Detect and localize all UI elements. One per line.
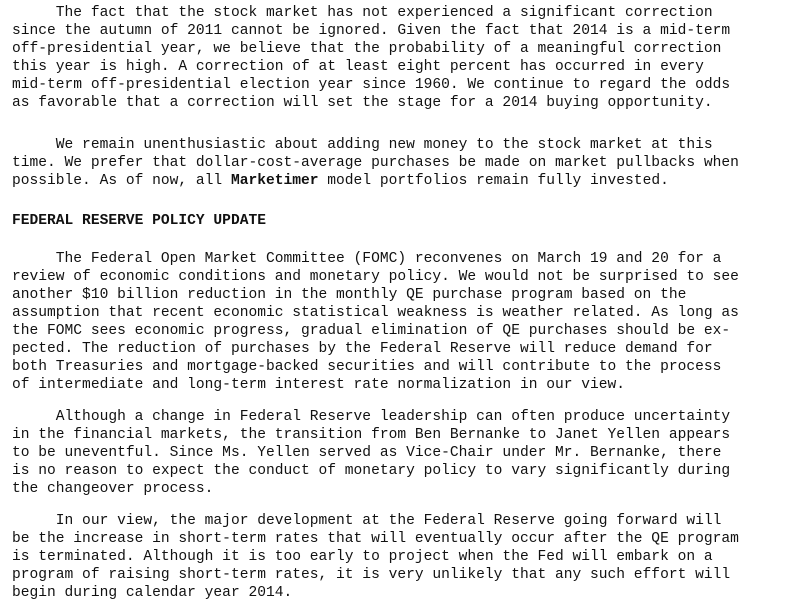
text-line: We remain unenthusiastic about adding new money to the stock market at this	[12, 137, 713, 153]
text-line: assumption that recent economic statistical weakness is weather related. As long as	[12, 305, 739, 321]
text-line: Although a change in Federal Reserve leadership can often produce uncertainty	[12, 409, 731, 425]
section-heading: FEDERAL RESERVE POLICY UPDATE	[12, 213, 266, 229]
text-line: as favorable that a correction will set the stage for a 2014 buying opportunity.	[12, 95, 713, 111]
text-line: The Federal Open Market Committee (FOMC) reconvenes on March 19 and 20 for a	[12, 251, 722, 267]
text-line: time. We prefer that dollar-cost-average purchases be made on market pullbacks when	[12, 155, 739, 171]
text-line: another $10 billion reduction in the monthly QE purchase program based on the	[12, 287, 687, 303]
text-line: mid-term off-presidential election year since 1960. We continue to regard the odds	[12, 77, 731, 93]
text-line: this year is high. A correction of at least eight percent has occurred in every	[12, 59, 704, 75]
text-line: begin during calendar year 2014.	[12, 585, 293, 601]
text-line: to be uneventful. Since Ms. Yellen served as Vice-Chair under Mr. Bernanke, there	[12, 445, 722, 461]
text-line: is terminated. Although it is too early to project when the Fed will embark on a	[12, 549, 713, 565]
text-line: In our view, the major development at the Federal Reserve going forward will	[12, 513, 722, 529]
text-run: possible. As of now, all	[12, 173, 231, 189]
text-line: The fact that the stock market has not experienced a significant correction	[12, 5, 713, 21]
text-line: the FOMC sees economic progress, gradual elimination of QE purchases should be ex-	[12, 323, 731, 339]
text-line: the changeover process.	[12, 481, 214, 497]
text-line: in the financial markets, the transition from Ben Bernanke to Janet Yellen appears	[12, 427, 731, 443]
marketimer-brand: Marketimer	[230, 173, 319, 189]
text-line: since the autumn of 2011 cannot be ignored. Given the fact that 2014 is a mid-term	[12, 23, 731, 39]
text-line: pected. The reduction of purchases by the Federal Reserve will reduce demand for	[12, 341, 713, 357]
text-line: is no reason to expect the conduct of monetary policy to vary significantly during	[12, 463, 731, 479]
text-line: program of raising short-term rates, it is very unlikely that any such effort will	[12, 567, 731, 583]
text-line: off-presidential year, we believe that the probability of a meaningful correction	[12, 41, 722, 57]
text-line: of intermediate and long-term interest rate normalization in our view.	[12, 377, 626, 393]
text-run: model portfolios remain fully invested.	[318, 173, 669, 189]
text-line	[12, 172, 669, 190]
text-line: both Treasuries and mortgage-backed securities and will contribute to the process	[12, 359, 722, 375]
text-line: be the increase in short-term rates that will eventually occur after the QE program	[12, 531, 739, 547]
text-line: review of economic conditions and monetary policy. We would not be surprised to see	[12, 269, 739, 285]
